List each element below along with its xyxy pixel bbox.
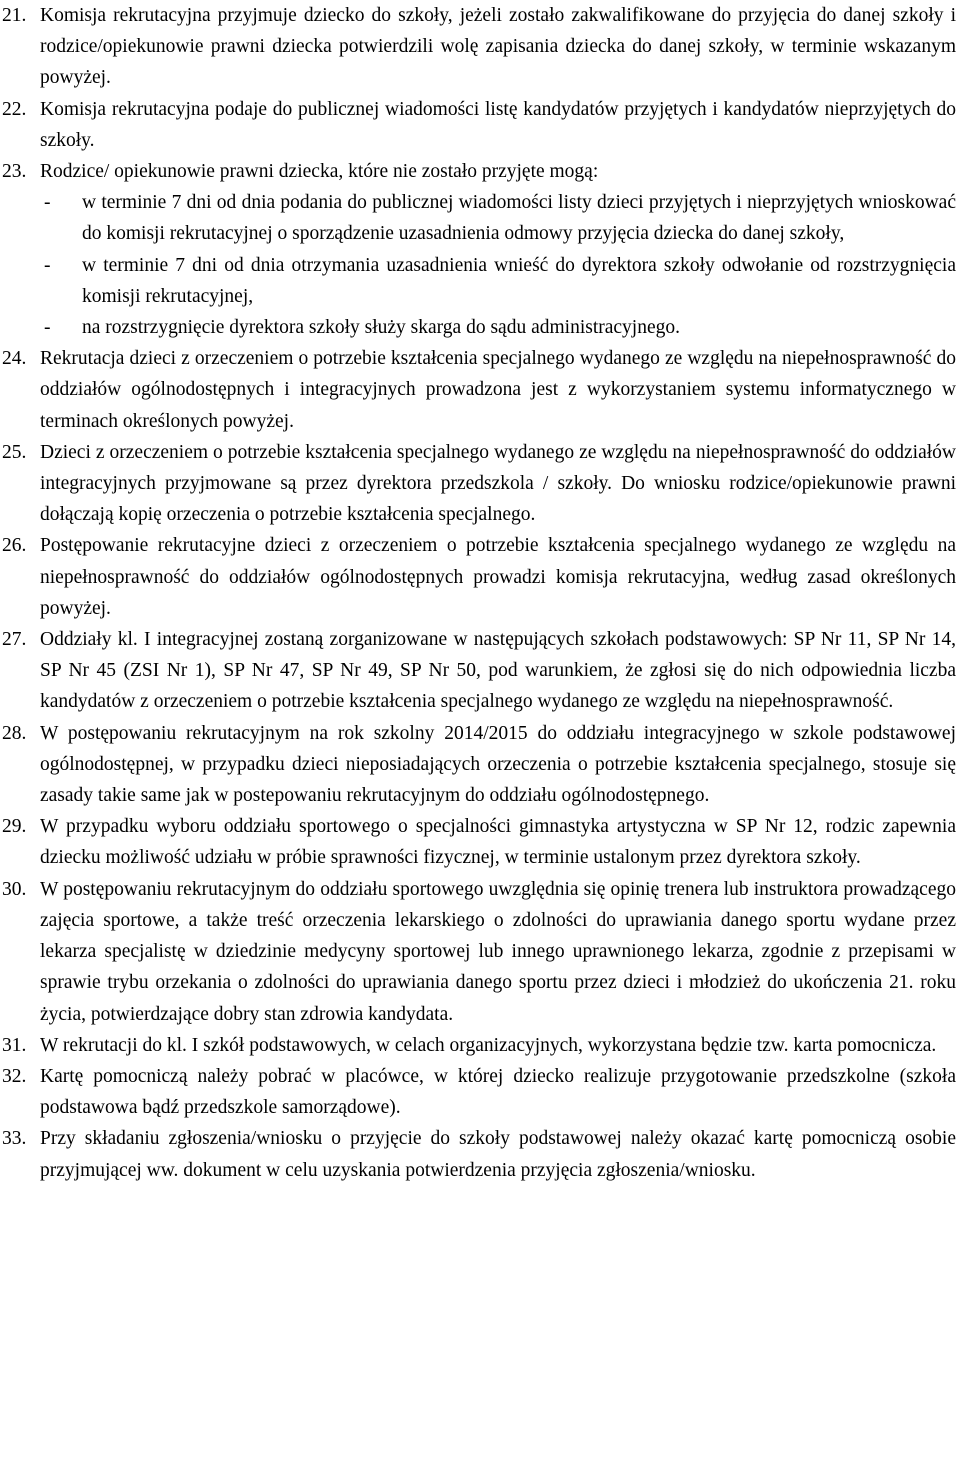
item-number: 26. — [2, 535, 27, 557]
item-text: Postępowanie rekrutacyjne dzieci z orzeczeniem o potrzebie kształcenia specjalnego wydanego ze względu na niepełnosprawność do oddziałów ogólnodostępnych prowadzi komisja rekrutacyjna, według zasad określonych powyżej. — [40, 535, 956, 619]
list-item-29 — [2, 811, 956, 873]
item-text: Komisja rekrutacyjna przyjmuje dziecko do szkoły, jeżeli zostało zakwalifikowane do przyjęcia do danej szkoły i rodzice/opiekunowie prawni dziecka potwierdzili wolę zapisania dziecka do danej szkoły, w terminie wskazanym powyżej. — [40, 5, 956, 89]
item-text: Kartę pomocniczą należy pobrać w placówce, w której dziecko realizuje przygotowanie przedszkolne (szkoła podstawowa bądź przedszkole samorządowe). — [40, 1065, 956, 1119]
list-item-27 — [2, 624, 956, 718]
item-number: 30. — [2, 878, 27, 900]
sub-item — [40, 312, 956, 343]
item-text: Rekrutacja dzieci z orzeczeniem o potrzebie kształcenia specjalnego wydanego ze względu na niepełnosprawność do oddziałów ogólnodostępnych i integracyjnych prowadzona jest z wykorzystaniem systemu informatycznego w terminach określonych powyżej. — [40, 348, 956, 432]
item-number: 22. — [2, 98, 27, 120]
item-number: 23. — [2, 161, 27, 183]
list-item-25 — [2, 437, 956, 531]
dash-bullet: - — [44, 192, 51, 214]
list-item-26 — [2, 530, 956, 624]
item-number: 29. — [2, 816, 27, 838]
item-text: W przypadku wyboru oddziału sportowego o specjalności gimnastyka artystyczna w SP Nr 12, rodzic zapewnia dziecku możliwość udziału w próbie sprawności fizycznej, w terminie ustalonym przez dyrektora szkoły. — [40, 816, 956, 869]
list-item-24 — [2, 343, 956, 437]
sub-item-text: w terminie 7 dni od dnia otrzymania uzasadnienia wnieść do dyrektora szkoły odwołanie od rozstrzygnięcia komisji rekrutacyjnej, — [82, 254, 956, 307]
list-item-28 — [2, 718, 956, 812]
sub-item-text: na rozstrzygnięcie dyrektora szkoły służy skarga do sądu administracyjnego. — [82, 317, 680, 339]
item-text: Dzieci z orzeczeniem o potrzebie kształcenia specjalnego wydanego ze względu na niepełnosprawność do oddziałów integracyjnych przyjmowane są przez dyrektora przedszkola / szkoły. Do wniosku rodzice/opiekunowie prawni dołączają kopię orzeczenia o potrzebie kształcenia specjalnego. — [40, 441, 956, 526]
item-number: 25. — [2, 441, 27, 463]
item-text: W rekrutacji do kl. I szkół podstawowych, w celach organizacyjnych, wykorzystana będzie tzw. karta pomocnicza. — [40, 1034, 937, 1056]
item-number: 31. — [2, 1034, 27, 1056]
list-item-32 — [2, 1061, 956, 1123]
dash-bullet: - — [44, 317, 51, 339]
list-item-30 — [2, 874, 956, 1030]
item-text: Komisja rekrutacyjna podaje do publicznej wiadomości listę kandydatów przyjętych i kandydatów nieprzyjętych do szkoły. — [40, 98, 956, 151]
item-text: Oddziały kl. I integracyjnej zostaną zorganizowane w następujących szkołach podstawowych: SP Nr 11, SP Nr 14, SP Nr 45 (ZSI Nr 1), SP Nr 47, SP Nr 49, SP Nr 50, pod warunkiem, że zgłosi się do nich odpowiednia liczba kandydatów z orzeczeniem o potrzebie kształcenia specjalnego wydanego ze względu na niepełnosprawność. — [40, 629, 956, 713]
item-number: 33. — [2, 1128, 27, 1150]
item-text: Przy składaniu zgłoszenia/wniosku o przyjęcie do szkoły podstawowej należy okazać kartę pomocniczą osobie przyjmującej ww. dokument w celu uzyskania potwierdzenia przyjęcia zgłoszenia/wniosku. — [40, 1128, 956, 1181]
item-body — [40, 156, 956, 343]
list-item-33 — [2, 1123, 956, 1185]
item-number: 28. — [2, 722, 27, 744]
dash-bullet: - — [44, 254, 51, 276]
sub-item — [40, 187, 956, 249]
item-text: W postępowaniu rekrutacyjnym na rok szkolny 2014/2015 do oddziału integracyjnego w szkole podstawowej ogólnodostępnej, w przypadku dzieci nieposiadających orzeczenia o potrzebie kształcenia specjalnego, stosuje się zasady takie same jak w postepowaniu rekrutacyjnym do oddziału ogólnodostępnego. — [40, 722, 956, 807]
item-number: 21. — [2, 5, 27, 26]
list-item-22 — [2, 94, 956, 156]
item-text: W postępowaniu rekrutacyjnym do oddziału sportowego uwzględnia się opinię trenera lub instruktora prowadzącego zajęcia sportowe, a także treść orzeczenia lekarskiego o zdolności do uprawiania danego sportu wydane przez lekarza specjalistę w dziedzinie medycyny sportowej lub innego uprawnionego lekarza, zgodnie z przepisami w sprawie trybu orzekania o zdolności do uprawiania danego sportu przez dzieci i młodzież do ukończenia 21. roku życia, potwierdzające dobry stan zdrowia kandydata. — [40, 878, 956, 1025]
list-item-23 — [2, 156, 956, 343]
item-intro: Rodzice/ opiekunowie prawni dziecka, które nie zostało przyjęte mogą: — [40, 161, 599, 183]
sub-item — [40, 250, 956, 312]
item-number: 24. — [2, 348, 27, 370]
sub-item-text: w terminie 7 dni od dnia podania do publicznej wiadomości listy dzieci przyjętych i nieprzyjętych wnioskować do komisji rekrutacyjnej o sporządzenie uzasadnienia odmowy przyjęcia dziecka do danej szkoły, — [82, 192, 956, 245]
item-number: 27. — [2, 629, 27, 651]
item-number: 32. — [2, 1065, 27, 1087]
list-item-31 — [2, 1030, 956, 1061]
list-item-21 — [2, 0, 956, 94]
